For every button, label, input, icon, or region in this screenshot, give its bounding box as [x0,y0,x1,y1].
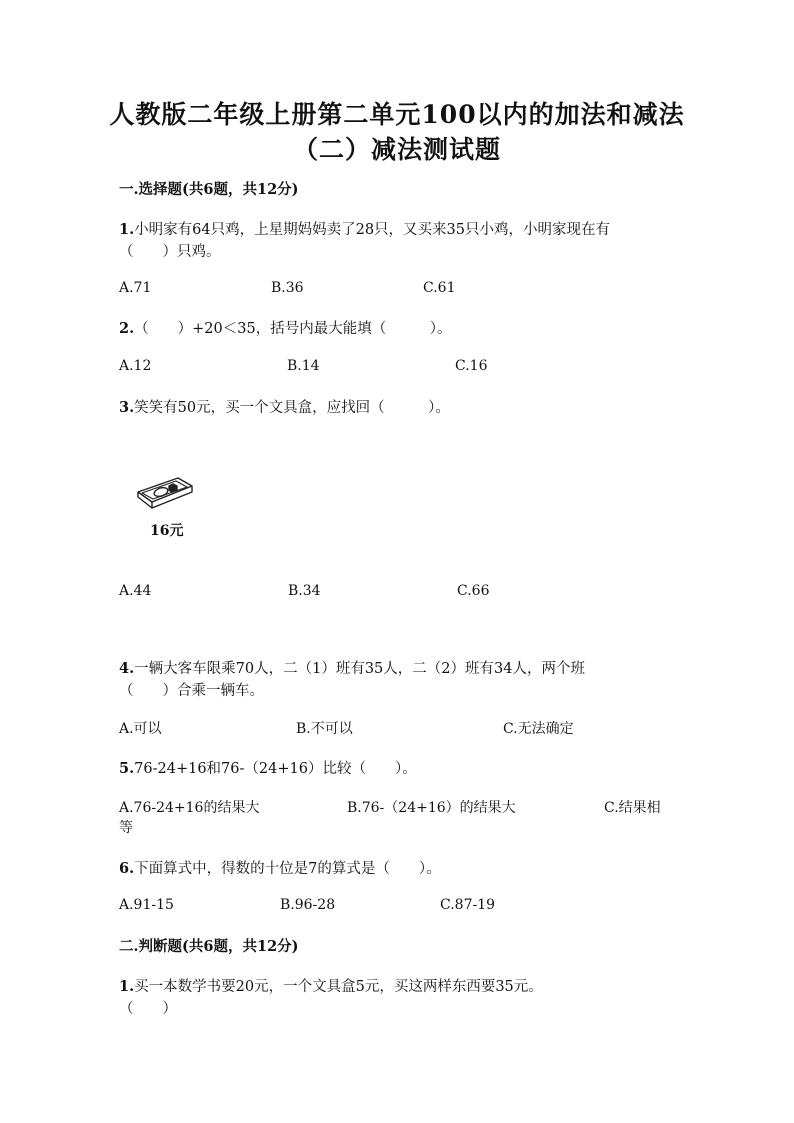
option-c: C.无法确定 [503,721,574,737]
option-c: C.结果相 [604,800,661,816]
question-text: 下面算式中，得数的十位是7的算式是（ ）。 [134,861,441,877]
question-number: 3. [119,399,135,416]
question-1-continued: （ ）只鸡。 [119,244,221,260]
option-c: C.61 [423,280,456,296]
option-a: A.71 [119,280,152,296]
question-text: （ ）+20＜35，括号内最大能填（ ）。 [134,321,452,337]
question-4-continued: （ ）合乘一辆车。 [119,683,264,699]
option-b: B.34 [288,583,321,599]
section-heading-choice: 一.选择题(共6题，共12分) [119,181,299,198]
option-b: B.不可以 [296,721,353,737]
question-1 [119,218,610,239]
question-number: 2. [119,320,135,337]
judgment-question-1-continued: （ ） [119,1001,177,1017]
question-4 [119,657,585,678]
option-b: B.36 [271,280,304,296]
question-number: 5. [119,760,135,777]
option-a: A.可以 [119,721,162,737]
option-a: A.76-24+16的结果大 [119,800,260,816]
question-text: 76-24+16和76-（24+16）比较（ ）。 [134,761,417,777]
option-b: B.96-28 [280,897,336,913]
question-2 [119,317,451,338]
option-b: B.14 [287,358,320,374]
question-text: 买一本数学书要20元，一个文具盒5元，买这两样东西要35元。 [134,979,543,995]
question-number: 4. [119,660,135,677]
question-number: 1. [119,221,135,238]
question-number: 1. [119,978,135,995]
option-a: A.44 [119,583,152,599]
option-c-continued: 等 [119,820,133,836]
page-subtitle: （二）减法测试题 [292,135,501,164]
pencil-box-icon [134,472,196,512]
section-heading-judgment: 二.判断题(共6题，共12分) [119,938,299,955]
option-c: C.16 [455,358,488,374]
option-a: A.91-15 [119,897,174,913]
question-text: 一辆大客车限乘70人，二（1）班有35人，二（2）班有34人，两个班 [134,661,585,677]
option-b: B.76-（24+16）的结果大 [347,800,516,816]
page-title: 人教版二年级上册第二单元100以内的加法和减法 [109,100,685,129]
pencil-box-price: 16元 [150,523,184,539]
question-3 [119,396,450,417]
question-number: 6. [119,860,135,877]
question-text: 小明家有64只鸡，上星期妈妈卖了28只，又买来35只小鸡，小明家现在有 [134,222,610,238]
option-a: A.12 [119,358,152,374]
question-6 [119,857,441,878]
option-c: C.87-19 [440,897,496,913]
option-c: C.66 [457,583,490,599]
judgment-question-1 [119,975,543,996]
question-5 [119,757,417,778]
question-text: 笑笑有50元，买一个文具盒，应找回（ ）。 [134,400,450,416]
